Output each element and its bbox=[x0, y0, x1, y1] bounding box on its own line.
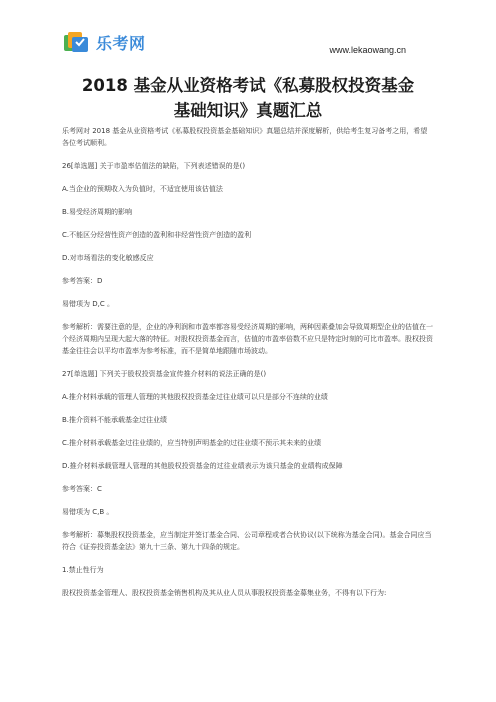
question-27-answer: 参考答案：C bbox=[62, 485, 102, 493]
document-body bbox=[62, 125, 434, 602]
title-line-2: 基础知识》真题汇总 bbox=[173, 101, 323, 120]
intro-paragraph: 乐考网对 2018 基金从业资格考试《私募股权投资基金基础知识》真题总结并深度解析，供给考生复习备考之用，希望各位考试顺利。 bbox=[62, 127, 428, 147]
question-26-option-d: D.对市场看法的变化敏感反应 bbox=[62, 254, 154, 262]
section-heading: 1.禁止性行为 bbox=[62, 566, 104, 574]
question-26-analysis: 参考解析：需要注意的是，企业的净利润和市盈率都容易受经济周期的影响，两种因素叠加会导致周期型企业的估值在一个经济周期内呈现大起大落的特征。对股权投资基金而言，估值的市盈率倍数不应只是特定时刻的可比市盈率。股权投资基金往往会以平均市盈率为参考标准，而不是简单地跟随市场波动。 bbox=[62, 323, 433, 355]
question-27-option-c: C.推介材料承载基金过往业绩的，应当特别声明基金的过往业绩不预示其未来的业绩 bbox=[62, 439, 322, 447]
question-27-option-d: D.推介材料承载管理人管理的其他股权投资基金的过往业绩表示为该只基金的业绩构成保障 bbox=[62, 462, 343, 470]
question-27-analysis: 参考解析：募集股权投资基金，应当制定并签订基金合同、公司章程或者合伙协议(以下统称为基金合同)。基金合同应当符合《证券投资基金法》第九十三条、第九十四条的规定。 bbox=[62, 531, 432, 551]
section-body: 股权投资基金管理人、股权投资基金销售机构及其从业人员从事股权投资基金募集业务，不得有以下行为: bbox=[62, 589, 387, 597]
question-27-option-b: B.推介资料不能承载基金过往业绩 bbox=[62, 416, 168, 424]
site-url[interactable]: www.lekaowang.cn bbox=[329, 45, 406, 55]
question-26-answer: 参考答案：D bbox=[62, 277, 103, 285]
question-26-option-a: A.当企业的预期收入为负值时，不适宜使用该估值法 bbox=[62, 185, 223, 193]
question-27-error-rate: 易错项为 C,B 。 bbox=[62, 508, 114, 516]
document-title bbox=[40, 73, 456, 123]
question-27-option-a: A.推介材料承载的管理人管理的其他股权投资基金过往业绩可以只是部分不连续的业绩 bbox=[62, 393, 328, 401]
question-26-stem: 26[单选题] 关于市盈率估值法的缺陷，下列表述错误的是() bbox=[62, 162, 246, 170]
question-26-error-rate: 易错项为 D,C 。 bbox=[62, 300, 114, 308]
question-27-stem: 27[单选题] 下列关于股权投资基金宣传推介材料的说法正确的是() bbox=[62, 370, 267, 378]
logo-text: 乐考网 bbox=[96, 33, 146, 53]
question-26-option-c: C.不能区分经营性资产创造的盈利和非经营性资产创造的盈利 bbox=[62, 231, 252, 239]
question-26-option-b: B.易受经济周期的影响 bbox=[62, 208, 133, 216]
logo-icon bbox=[62, 30, 92, 54]
site-logo[interactable] bbox=[62, 30, 146, 54]
title-line-1: 2018 基金从业资格考试《私募股权投资基金 bbox=[81, 76, 415, 95]
